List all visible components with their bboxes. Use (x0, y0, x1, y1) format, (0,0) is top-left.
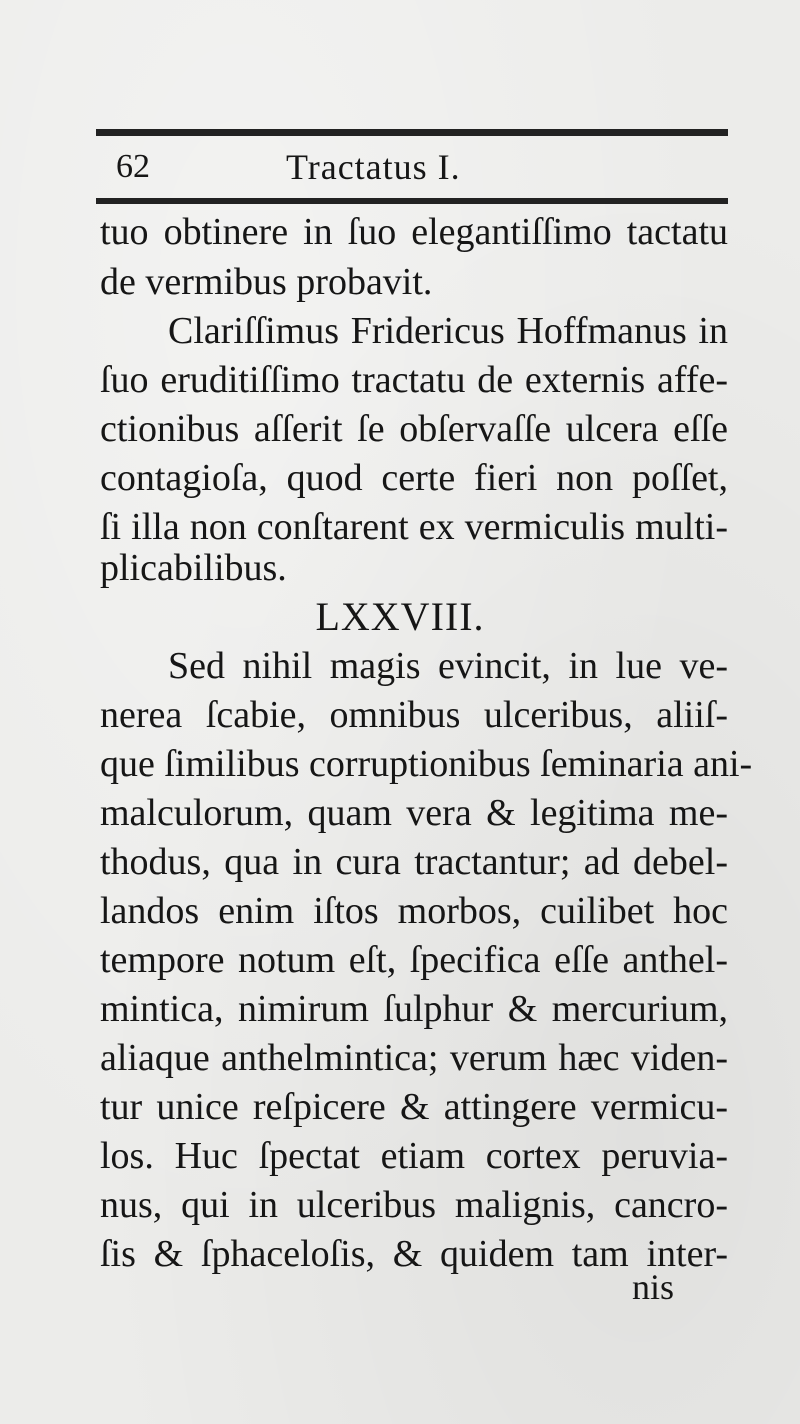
page-header (96, 136, 728, 198)
text-line: ſis & ſphaceloſis, & quidem tam inter- (100, 1233, 728, 1275)
text-line: nus, qui in ulceribus malignis, cancro- (100, 1184, 728, 1226)
text-line: ſuo eruditiſſimo tractatu de externis affe- (100, 359, 728, 401)
text-line: que ſimilibus corruptionibus ſeminaria ani- (100, 743, 753, 785)
page-number: 62 (116, 148, 150, 185)
text-line: malculorum, quam vera & legitima me- (100, 792, 728, 834)
text-line: tur unice reſpicere & attingere vermicu- (100, 1086, 728, 1128)
text-line: Sed nihil magis evincit, in lue ve- (168, 645, 728, 687)
text-line: mintica, nimirum ſulphur & mercurium, (100, 988, 728, 1030)
text-line: tuo obtinere in ſuo elegantiſſimo tactatu (100, 211, 728, 253)
text-line: plicabilibus. (100, 547, 287, 589)
text-line: contagioſa, quod certe fieri non poſſet, (100, 457, 728, 499)
text-line: tempore notum eſt, ſpecifica eſſe anthel- (100, 939, 728, 981)
text-line: aliaque anthelmintica; verum hæc viden- (100, 1037, 728, 1079)
section-heading: LXXVIII. (315, 594, 485, 639)
text-line: Clariſſimus Fridericus Hoffmanus in (168, 310, 728, 352)
text-line: nerea ſcabie, omnibus ulceribus, aliiſ- (100, 694, 728, 736)
text-line: de vermibus probavit. (100, 261, 433, 303)
running-head: Tractatus I. (286, 147, 461, 187)
header-rule-top (96, 129, 728, 136)
text-line: thodus, qua in cura tractantur; ad debel- (100, 841, 728, 883)
header-rule-bottom (96, 198, 728, 204)
text-line: landos enim iſtos morbos, cuilibet hoc (100, 890, 728, 932)
text-line: los. Huc ſpectat etiam cortex peruvia- (100, 1135, 728, 1177)
catchword: nis (632, 1267, 675, 1307)
text-line: ſi illa non conſtarent ex vermiculis multi- (100, 506, 728, 548)
text-line: ctionibus aſſerit ſe obſervaſſe ulcera eſſe (100, 408, 728, 450)
